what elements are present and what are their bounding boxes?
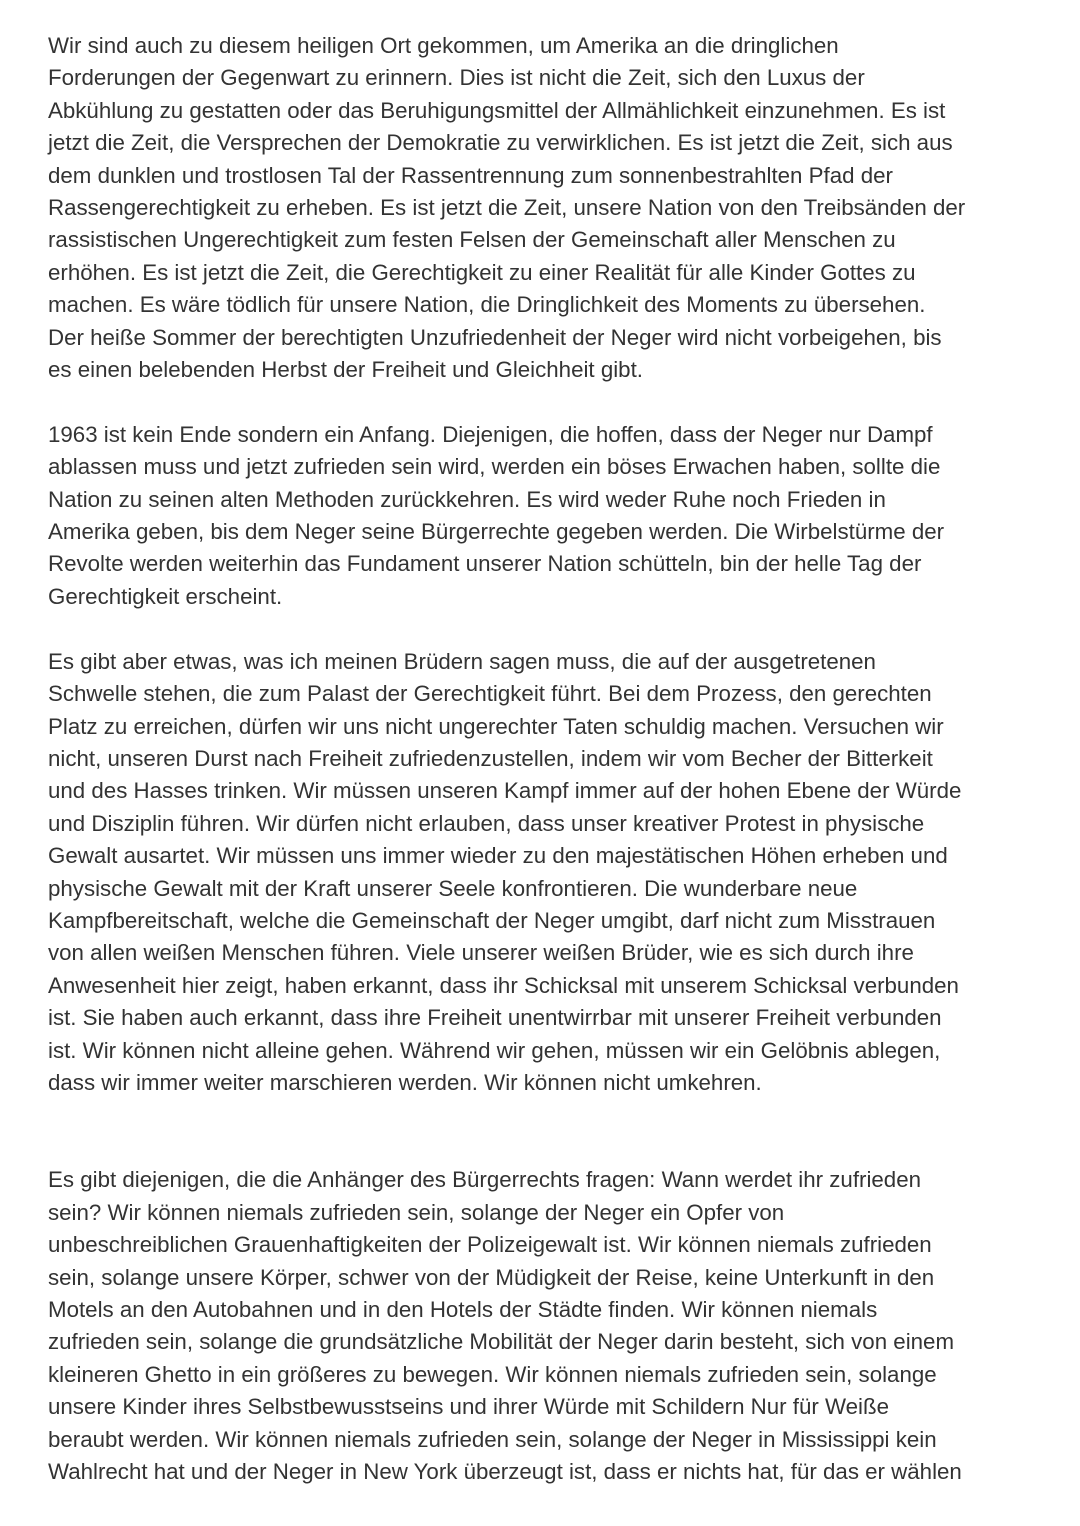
text-line: machen. Es wäre tödlich für unsere Nation, die Dringlichkeit des Moments zu übersehen. bbox=[48, 292, 926, 318]
text-line: von allen weißen Menschen führen. Viele unserer weißen Brüder, wie es sich durch ihre bbox=[48, 940, 914, 966]
text-line: dass wir immer weiter marschieren werden. Wir können nicht umkehren. bbox=[48, 1069, 762, 1095]
text-line: Kampfbereitschaft, welche die Gemeinschaft der Neger umgibt, darf nicht zum Misstrauen bbox=[48, 907, 936, 933]
text-line: Motels an den Autobahnen und in den Hotels der Städte finden. Wir können niemals bbox=[48, 1297, 878, 1322]
text-line: kleineren Ghetto in ein größeres zu bewegen. Wir können niemals zufrieden sein, solange bbox=[48, 1361, 937, 1387]
text-line: zufrieden sein, solange die grundsätzliche Mobilität der Neger darin besteht, sich von einem bbox=[48, 1329, 955, 1355]
text-line: Es gibt diejenigen, die die Anhänger des Bürgerrechts fragen: Wann werdet ihr zufrieden bbox=[48, 1167, 921, 1193]
text-line: dem dunklen und trostlosen Tal der Rassentrennung zum sonnenbestrahlten Pfad der bbox=[48, 162, 893, 188]
paragraph-spacer bbox=[48, 1099, 1040, 1164]
text-line: nicht, unseren Durst nach Freiheit zufriedenzustellen, indem wir vom Becher der Bitterkeit bbox=[48, 745, 933, 771]
text-line: Rassengerechtigkeit zu erheben. Es ist jetzt die Zeit, unsere Nation von den Treibsänden der bbox=[48, 195, 966, 221]
text-line: Anwesenheit hier zeigt, haben erkannt, dass ihr Schicksal mit unserem Schicksal verbunden bbox=[48, 972, 959, 998]
text-line: 1963 ist kein Ende sondern ein Anfang. Diejenigen, die hoffen, dass der Neger nur Dampf bbox=[48, 421, 933, 447]
text-line: unbeschreiblichen Grauenhaftigkeiten der Polizeigewalt ist. Wir können niemals zufrieden bbox=[48, 1232, 932, 1258]
text-line: Es gibt aber etwas, was ich meinen Brüdern sagen muss, die auf der ausgetretenen bbox=[48, 648, 876, 674]
paragraph-4 bbox=[48, 1164, 1040, 1488]
text-line: ablassen muss und jetzt zufrieden sein wird, werden ein böses Erwachen haben, sollte die bbox=[48, 454, 941, 480]
text-line: Gewalt ausartet. Wir müssen uns immer wieder zu den majestätischen Höhen erheben und bbox=[48, 843, 948, 869]
paragraph-3 bbox=[48, 646, 1040, 1100]
text-line: rassistischen Ungerechtigkeit zum festen Felsen der Gemeinschaft aller Menschen zu bbox=[48, 227, 896, 253]
text-line: Der heiße Sommer der berechtigten Unzufriedenheit der Neger wird nicht vorbeigehen, bis bbox=[48, 324, 942, 350]
paragraph-spacer bbox=[48, 386, 1040, 418]
text-line: sein? Wir können niemals zufrieden sein, solange der Neger ein Opfer von bbox=[48, 1199, 785, 1225]
text-line: erhöhen. Es ist jetzt die Zeit, die Gerechtigkeit zu einer Realität für alle Kinder Gottes zu bbox=[48, 259, 916, 285]
text-line: unsere Kinder ihres Selbstbewusstseins und ihrer Würde mit Schildern Nur für Weiße bbox=[48, 1394, 890, 1420]
text-line: Forderungen der Gegenwart zu erinnern. Dies ist nicht die Zeit, sich den Luxus der bbox=[48, 65, 865, 91]
text-line: Wir sind auch zu diesem heiligen Ort gekommen, um Amerika an die dringlichen bbox=[48, 33, 839, 58]
text-line: Platz zu erreichen, dürfen wir uns nicht ungerechter Taten schuldig machen. Versuchen wir bbox=[48, 713, 944, 739]
text-line: Amerika geben, bis dem Neger seine Bürgerrechte gegeben werden. Die Wirbelstürme der bbox=[48, 519, 945, 545]
paragraph-2 bbox=[48, 419, 1040, 613]
paragraph-spacer bbox=[48, 613, 1040, 645]
text-line: ist. Sie haben auch erkannt, dass ihre Freiheit unentwirrbar mit unserer Freiheit verbunden bbox=[48, 1005, 942, 1031]
text-line: Schwelle stehen, die zum Palast der Gerechtigkeit führt. Bei dem Prozess, den gerechten bbox=[48, 681, 932, 707]
text-line: Abkühlung zu gestatten oder das Beruhigungsmittel der Allmählichkeit einzunehmen. Es ist bbox=[48, 97, 946, 123]
text-line: physische Gewalt mit der Kraft unserer Seele konfrontieren. Die wunderbare neue bbox=[48, 875, 858, 901]
text-line: es einen belebenden Herbst der Freiheit und Gleichheit gibt. bbox=[48, 357, 643, 383]
text-line: und des Hasses trinken. Wir müssen unseren Kampf immer auf der hohen Ebene der Würde bbox=[48, 778, 962, 804]
text-line: Gerechtigkeit erscheint. bbox=[48, 583, 283, 609]
text-line: Wahlrecht hat und der Neger in New York überzeugt ist, dass er nichts hat, für das er wählen bbox=[48, 1459, 962, 1485]
text-line: ist. Wir können nicht alleine gehen. Während wir gehen, müssen wir ein Gelöbnis ablegen, bbox=[48, 1037, 941, 1063]
text-line: jetzt die Zeit, die Versprechen der Demokratie zu verwirklichen. Es ist jetzt die Zeit, sich aus bbox=[48, 130, 953, 156]
text-line: Revolte werden weiterhin das Fundament unserer Nation schütteln, bin der helle Tag der bbox=[48, 551, 922, 577]
text-line: beraubt werden. Wir können niemals zufrieden sein, solange der Neger in Mississippi kein bbox=[48, 1426, 937, 1452]
text-line: sein, solange unsere Körper, schwer von der Müdigkeit der Reise, keine Unterkunft in den bbox=[48, 1264, 935, 1290]
text-line: und Disziplin führen. Wir dürfen nicht erlauben, dass unser kreativer Protest in physische bbox=[48, 810, 925, 836]
paragraph-1 bbox=[48, 30, 1040, 386]
text-line: Nation zu seinen alten Methoden zurückkehren. Es wird weder Ruhe noch Frieden in bbox=[48, 486, 886, 512]
